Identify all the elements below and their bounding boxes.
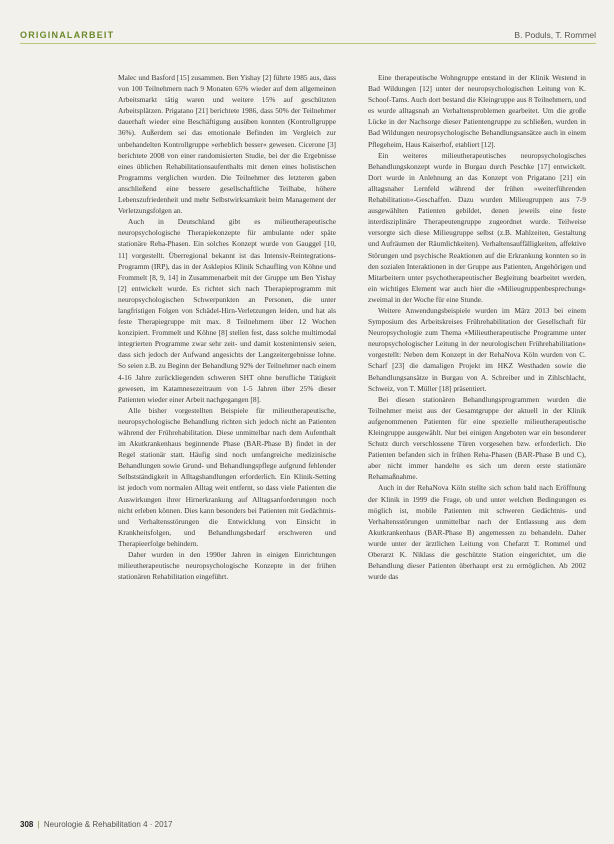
paragraph: Daher wurden in den 1990er Jahren in einigen Einrichtungen milieutherapeutische neuropsychologische Konzepte in der frühen stationären Rehabilitation eingeführt.	[118, 550, 336, 582]
paragraph: Eine therapeutische Wohngruppe entstand in der Klinik Westend in Bad Wildungen [12] unter der neuropsychologischen Leitung von K. Schoof-Tams. Auch dort bestand die Kleingruppe aus 8 Teilnehmern, und es wurde alltagsnah an Verhaltensproblemen gearbeitet. Um die große Lücke in der Nachsorge dieser Patientengruppe zu schließen, wurden in Bad Wildungen neuropsychologische Behandlungsansätze auch in einem Pflegeheim, Haus Kaiserhof, etabliert [12].	[368, 73, 586, 149]
paragraph: Alle bisher vorgestellten Beispiele für milieutherapeutische, neuropsychologische Behandlung richten sich jedoch nicht an Patienten während der Frührehabilitation. Diese unmittelbar nach dem Aufenthalt im Akutkrankenhaus beginnende Phase (BAR-Phase B) findet in der Regel stationär statt. Häufig sind noch umfangreiche medizinische Behandlungen sowie Grund- und Behandlungspflege aufgrund fehlender Selbstständigkeit in Alltagshandlungen erforderlich. Ein Klinik-Setting ist jedoch vom normalen Alltag weit entfernt, so dass viele Patienten die Auswirkungen ihrer Hirnerkrankung auf Alltagsanforderungen noch nicht erleben können. Dies kann besonders bei Patienten mit Gedächtnis- und Verhaltensstörungen die Entwicklung von Einsicht in Krankheitsfolgen, und Behandlungsbedarf erschweren und Therapieerfolge behindern.	[118, 405, 336, 548]
paragraph: Malec und Basford [15] zusammen. Ben Yishay [2] führte 1985 aus, dass von 100 Teilnehmern nach 9 Monaten 65% wieder auf dem allgemeinen Arbeitsmarkt tätig waren und weitere 15% auf geschützten Arbeitsplätzen. Prigatano [21] berichtete 1986, dass 50% der Teilnehmer dauerhaft wieder eine Beschäftigung ausüben konnten (Kontrollgruppe 36%). Außerdem sei das emotionale Befinden im Vergleich zur unbehandelten Kontrollgruppe »erheblich besser« gewesen. Cicerone [3] berichtete 2008 von einer randomisierten Studie, bei der die Ergebnisse eines üblichen Rehabilitationsaufenthalts mit denen eines holistischen Programms verglichen wurden. Die Teilnehmer des letzteren gaben anschließend eine bessere gesellschaftliche Teilhabe, höhere Lebenszufriedenheit und mehr Selbstwirksamkeit beim Management der Verletzungsfolgen an.	[118, 73, 336, 216]
right-column	[368, 72, 586, 582]
header-divider	[20, 43, 596, 44]
page-footer	[20, 820, 172, 829]
paragraph: Auch in der RehaNova Köln stellte sich schon bald nach Eröffnung der Klinik in 1999 die Frage, ob und unter welchen Bedingungen es möglich ist, mobile Patienten mit schweren Gedächtnis- und Verhaltensstörungen unmittelbar nach der Entlassung aus dem Akutkrankenhaus (BAR-Phase B) angemessen zu behandeln. Daher wurde unter der ärztlichen Leitung von Chefarzt T. Rommel und Oberarzt K. Niklass die geschützte Station eingerichtet, um die Behandlung dieser Patienten überhaupt erst zu ermöglichen. Ab 2002 wurde das	[368, 483, 586, 582]
page-header	[0, 0, 614, 44]
paragraph: Weitere Anwendungsbeispiele wurden im März 2013 bei einem Symposium des Arbeitskreises Frührehabilitation der Gesellschaft für Neuropsychologie zum Thema »Milieutherapeutische Programme unter neuropsychologischer Leitung in der neurologischen Frührehabilitation« vorgestellt: Neben dem Konzept in der RehaNova Köln wurden von C. Scharf [23] die damaligen Projekt im HKZ Westhaden sowie die Behandlungsansätze in Burgau von A. Schreiber und in Zihlschlacht, Schweiz, von T. Müller [18] präsentiert.	[368, 305, 586, 393]
footer-separator: |	[35, 820, 42, 829]
left-column	[118, 72, 336, 582]
journal-name: Neurologie & Rehabilitation 4 · 2017	[43, 820, 173, 829]
paragraph: Ein weiteres milieutherapeutisches neuropsychologisches Behandlungskonzept wurde in Burgau durch Peschke [17] entwickelt. Dort wurde in Anlehnung an das Konzept von Prigatano [21] ein alltagsnaher Lernfeld während der frühen »weiterführenden Rehabilitation«-Geschaffen. Dazu wurden Milieugruppen aus 7-9 ausgewählten Patienten gebildet, denen jeweils eine feste interdisziplinäre Therapeutengruppe zugeordnet wurde. Teilweise versorgte sich diese Milieugruppe selbst (z.B. Mahlzeiten, Gestaltung und Aufräumen der Räumlichkeiten). Verhaltensauffälligkeiten, affektive Störungen und psychische Reaktionen auf die Erkrankung konnten so in den sozialen Interaktionen in der Gruppe aus Patienten, Angehörigen und Mitarbeitern unter psychotherapeutischer Begleitung bearbeitet werden, ein wichtiges Element war auch hier die »Milieugruppenbesprechung« zweimal in der Woche für eine Stunde.	[368, 150, 586, 304]
section-label: ORIGINALARBEIT	[20, 30, 115, 40]
paragraph: Auch in Deutschland gibt es milieutherapeutische neuropsychologische Therapiekonzepte für ambulante oder späte stationäre Reha-Phasen. Ein solches Konzept wurde von Gauggel [10, 11] vorgestellt. Überregional bekannt ist das Intensiv-Reintegrations-Programm (IRP), das in der Asklepios Klinik Schaufling von Köhne und Frommelt [8, 9, 14] in Zusammenarbeit mit der Gruppe um Ben Yishay [2] entwickelt wurde. Es richtet sich nach Therapieprogramm mit neuropsychologischen Schwerpunkten an Personen, die unter langfristigen Folgen von Schädel-Hirn-Verletzungen leiden, und hat als feste Therapiegruppe mit max. 8 Teilnehmern über 12 Wochen konzipiert. Frommelt und Köhne [8] stellen fest, dass solche multimodal integrierten Programme zwar sehr zeit- und damit kostenintensiv seien, dass sich jedoch der Aufwand angesichts der Langzeitergebnisse lohne. So seien z.B. zu Beginn der Behandlung 92% der Teilnehmer nach einem 4-16 Jahre zurückliegenden schweren SHT ohne berufliche Tätigkeit gewesen, im Katamnesezeitraum von 1-5 Jahren über 25% dieser Patienten wieder einer Arbeit nachgegangen [8].	[118, 217, 336, 404]
paragraph: Bei diesen stationären Behandlungsprogrammen wurden die Teilnehmer meist aus der Gesamtgruppe der aktuell in der Klinik aufgenommenen Patienten für eine spezielle milieutherapeutische Kleingruppe ausgewählt. Nur bei einigen Angeboten war ein besonderer Schutz durch verschlossene Türen vorgesehen bzw. erforderlich. Die Patienten befanden sich in frühen Reha-Phasen (BAR-Phase B und C), aber nicht immer handelte es sich um deren erste stationäre Rehamaßnahme.	[368, 394, 586, 482]
page-number: 308	[20, 820, 34, 829]
running-authors: B. Poduls, T. Rommel	[514, 30, 596, 40]
